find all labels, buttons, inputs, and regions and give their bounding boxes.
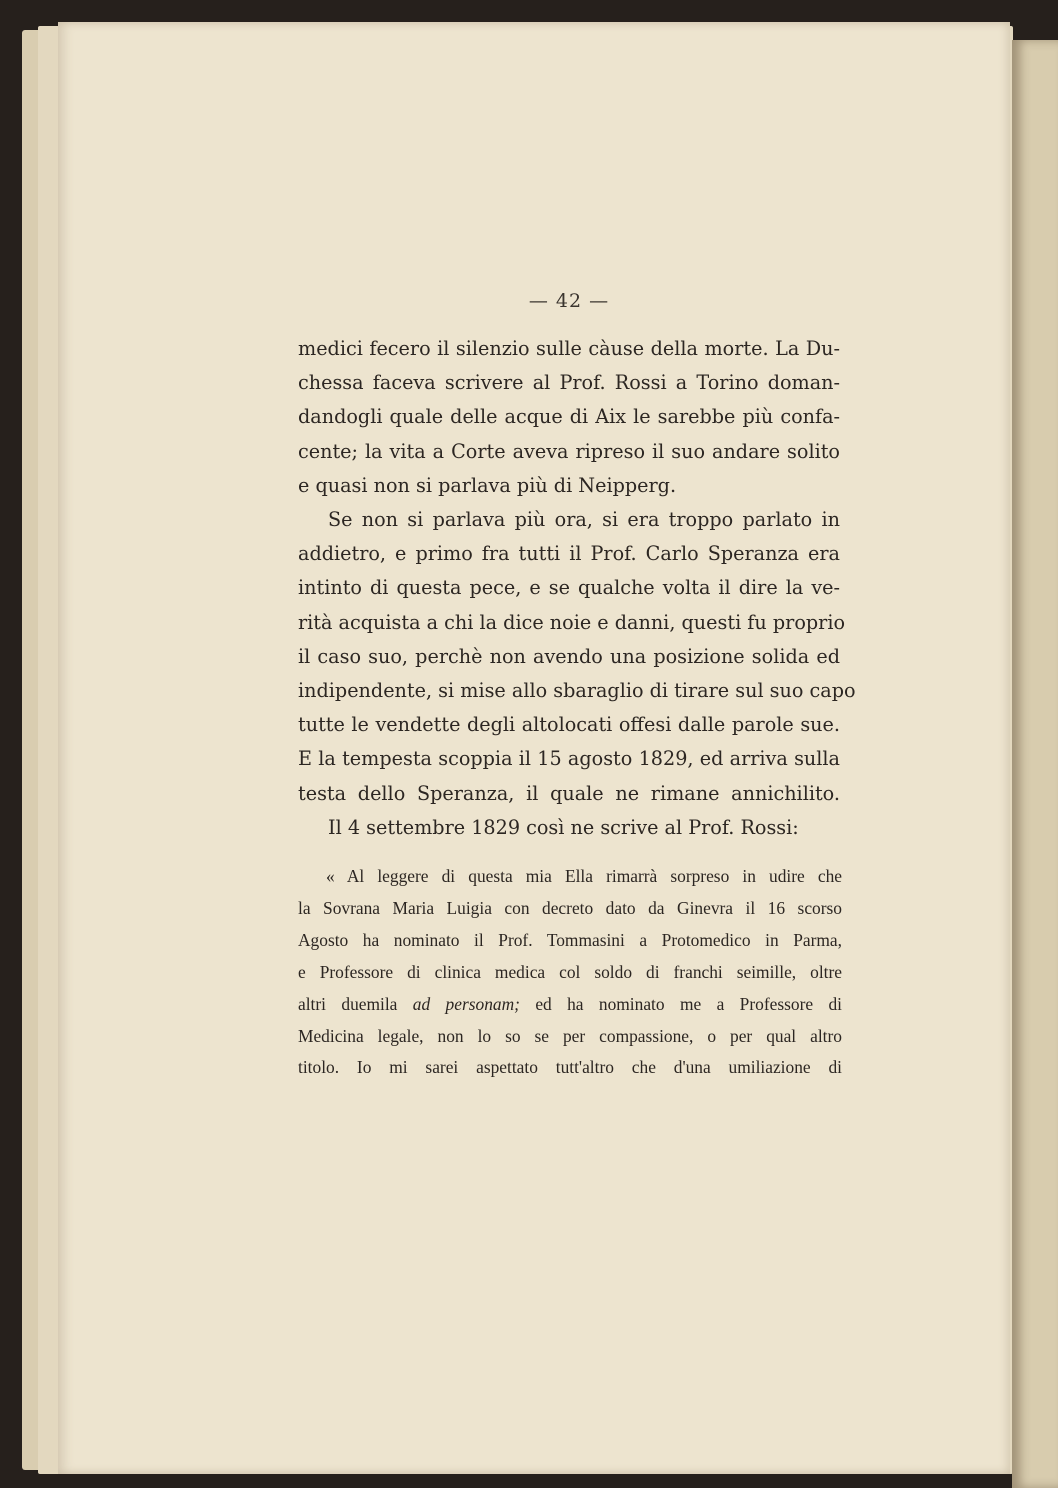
- quote-line: Medicina legale, non lo so se per compassione, o per qual altro: [298, 1025, 842, 1046]
- quote-line: « Al leggere di questa mia Ella rimarrà sorpreso in udire che: [326, 866, 842, 886]
- letter-quote: [298, 861, 842, 1084]
- text-line: dandogli quale delle acque di Aix le sarebbe più confa-: [298, 405, 840, 429]
- text-line: intinto di questa pece, e se qualche volta il dire la ve-: [298, 576, 840, 600]
- text-line: cente; la vita a Corte aveva ripreso il suo andare solito: [298, 439, 840, 463]
- text-line: e quasi non si parlava più di Neipperg.: [298, 473, 677, 497]
- quote-line: [298, 989, 842, 1021]
- facing-page-edge: [1012, 40, 1058, 1488]
- quote-line: la Sovrana Maria Luigia con decreto dato da Ginevra il 16 scorso: [298, 897, 842, 918]
- text-line: testa dello Speranza, il quale ne rimane annichilito.: [298, 781, 840, 805]
- body-text: [298, 332, 856, 845]
- text-line: il caso suo, perchè non avendo una posizione solida ed: [298, 644, 840, 668]
- text-line: chessa faceva scrivere al Prof. Rossi a Torino doman-: [298, 371, 840, 395]
- text-line: E la tempesta scoppia il 15 agosto 1829, ed arriva sulla: [298, 747, 840, 771]
- quote-line: Agosto ha nominato il Prof. Tommasini a Protomedico in Parma,: [298, 929, 842, 950]
- quote-line: e Professore di clinica medica col soldo di franchi seimille, oltre: [298, 961, 842, 982]
- page-number: — 42 —: [528, 290, 610, 312]
- text-line: Il 4 settembre 1829 così ne scrive al Prof. Rossi:: [328, 815, 799, 839]
- quote-segment: altri duemila: [298, 993, 413, 1014]
- quote-segment: ed ha nominato me a Professore di: [519, 993, 842, 1014]
- text-line: Se non si parlava più ora, si era troppo parlato in: [328, 508, 840, 532]
- text-line: indipendente, si mise allo sbaraglio di tirare sul suo capo: [298, 679, 856, 703]
- text-line: addietro, e primo fra tutti il Prof. Carlo Speranza era: [298, 542, 840, 566]
- quote-italic-phrase: ad personam;: [412, 993, 520, 1014]
- quote-line: titolo. Io mi sarei aspettato tutt'altro che d'una umiliazione di: [298, 1057, 842, 1078]
- text-line: medici fecero il silenzio sulle càuse della morte. La Du-: [298, 337, 840, 360]
- text-line: tutte le vendette degli altolocati offesi dalle parole sue.: [298, 713, 840, 737]
- text-line: rità acquista a chi la dice noie e danni, questi fu proprio: [298, 610, 846, 634]
